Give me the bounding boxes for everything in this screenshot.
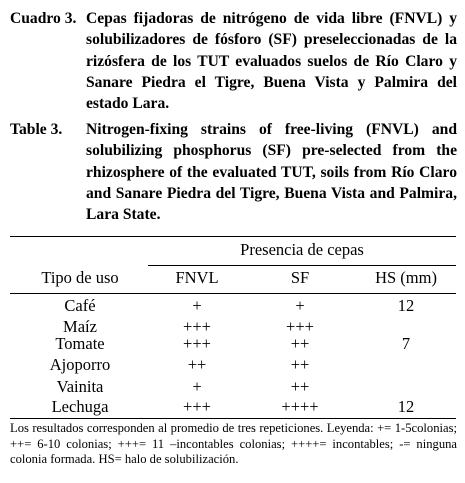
cell-fnvl: +++ [183,397,211,416]
caption-english [10,119,457,225]
caption-spanish-label: Cuadro 3. [10,10,77,27]
cell-sf: ++++ [281,397,319,416]
cell-hs: 12 [397,296,415,315]
cell-sf: ++ [290,377,310,396]
cell-hs: 7 [401,334,411,353]
cell-fnvl: +++ [183,334,211,353]
cell-tipo: Café [64,296,96,315]
cell-tipo: Ajoporro [49,355,111,374]
cell-tipo: Lechuga [51,397,109,416]
group-header-rule [148,265,456,266]
cell-fnvl: +++ [183,317,211,336]
header-bottom-rule [10,293,456,294]
column-header-sf: SF [290,268,310,287]
row-header: Tipo de uso [41,268,119,287]
caption-spanish-text: Cepas fijadoras de nitrógeno de vida libre (FNVL) y solubilizadores de fósforo (SF) preseleccionadas de la rizósfera de los TUT evaluados suelos de Río Claro y Sanare Piedra el Tigre, Buena Vista y Palmira del estado Lara. [86,10,457,113]
cell-tipo: Maíz [63,317,97,336]
cell-fnvl: ++ [187,355,207,374]
cell-tipo: Tomate [55,334,105,353]
cell-sf: + [295,296,305,315]
cell-fnvl: + [192,377,202,396]
column-header-hs: HS (mm) [375,268,437,287]
cell-sf: ++ [290,355,310,374]
cell-hs: 12 [397,397,415,416]
caption-english-text: Nitrogen-fixing strains of free-living (FNVL) and solubilizing phosphorus (SF) pre-selected from the rhizosphere of the evaluated TUT, soils from Río Claro and Sanare Piedra del Tigre, Buena Vista and Palmira, Lara State. [86,121,457,224]
cell-sf: ++ [290,334,310,353]
cell-sf: +++ [286,317,314,336]
table-footnote: Los resultados corresponden al promedio de tres repeticiones. Leyenda: += 1-5colonias; ++= 6-10 colonias; +++= 11 –incontables colonias; ++++= incontables; -= ninguna colonia formada. HS= halo de solubilización. [10,421,457,467]
cell-tipo: Vainita [56,377,104,396]
group-header: Presencia de cepas [240,240,364,259]
table-top-rule [10,236,456,237]
caption-spanish [10,8,457,114]
table-bottom-rule [10,418,456,419]
cell-fnvl: + [192,296,202,315]
caption-english-label: Table 3. [10,121,63,138]
column-header-fnvl: FNVL [175,268,219,287]
